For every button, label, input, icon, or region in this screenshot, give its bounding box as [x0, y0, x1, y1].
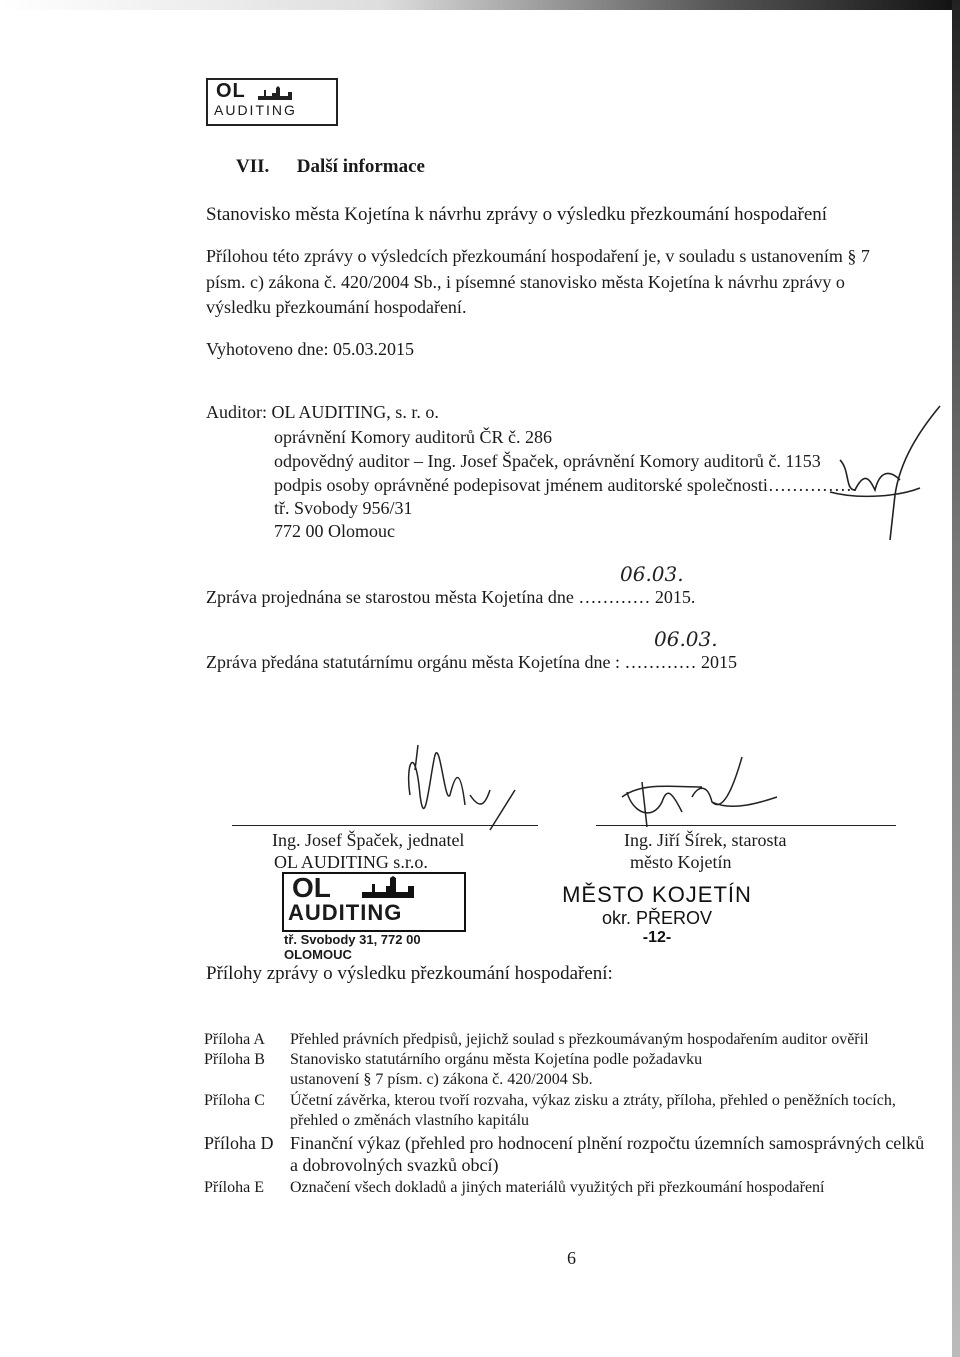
annex-text: Účetní závěrka, kterou tvoří rozvaha, výkaz zisku a ztráty, příloha, přehled o peněžních tocích, přehled o změnách vlastního kapitálu: [290, 1092, 896, 1129]
annex-item: [204, 1178, 930, 1198]
auditor-line6: 772 00 Olomouc: [274, 521, 395, 541]
annex-label: Příloha B: [204, 1051, 265, 1068]
town-stamp-line1: MĚSTO KOJETÍN: [562, 882, 752, 907]
right-signatory-org: město Kojetín: [630, 852, 732, 872]
page-number: 6: [567, 1248, 576, 1268]
annex-item: [204, 1050, 760, 1090]
statement-title: Stanovisko města Kojetína k návrhu zprávy o výsledku přezkoumání hospodaření: [206, 204, 828, 225]
para-line1: Přílohou této zprávy o výsledcích přezkoumání hospodaření je, v souladu s ustanovením § 7: [206, 246, 870, 266]
town-stamp: [542, 882, 772, 962]
delivered-line: Zpráva předána statutárnímu orgánu města Kojetína dne : ………… 2015: [206, 652, 738, 672]
annex-item: [204, 1091, 920, 1131]
auditor-line4: podpis osoby oprávněné podepisovat jménem auditorské společnosti……………: [274, 475, 858, 495]
left-signatory-org: OL AUDITING s.r.o.: [274, 852, 428, 872]
scan-edge-top: [0, 0, 960, 10]
discussed-line: Zpráva projednána se starostou města Kojetína dne ………… 2015.: [206, 587, 696, 607]
auditor-line1: Auditor: OL AUDITING, s. r. o.: [206, 402, 439, 422]
annex-item: [204, 1132, 930, 1176]
left-signatory-name: Ing. Josef Špaček, jednatel: [272, 830, 465, 850]
para-line3: výsledku přezkoumání hospodaření.: [206, 297, 467, 317]
town-stamp-line3: -12-: [642, 929, 672, 946]
prepared-date: Vyhotoveno dne: 05.03.2015: [206, 339, 414, 359]
annex-label: Příloha D: [204, 1133, 274, 1153]
annex-title: Přílohy zprávy o výsledku přezkoumání hospodaření:: [206, 963, 613, 984]
annex-item: [204, 1030, 930, 1050]
annex-text: Přehled právních předpisů, jejichž soulad s přezkoumávaným hospodařením auditor ověřil: [290, 1031, 869, 1048]
logo-line1: OL: [216, 80, 246, 102]
annex-label: Příloha C: [204, 1092, 265, 1109]
discussed-hand-date: 06.03.: [620, 562, 684, 586]
auditor-stamp-address: tř. Svobody 31, 772 00 OLOMOUC: [284, 932, 421, 962]
section-title: Další informace: [296, 156, 425, 177]
scan-edge-right: [952, 0, 960, 1357]
annex-text: Finanční výkaz (přehled pro hodnocení plnění rozpočtu územních samosprávných celků a dobrovolných svazků obcí): [290, 1133, 925, 1175]
auditor-line3: odpovědný auditor – Ing. Josef Špaček, oprávnění Komory auditorů č. 1153: [274, 451, 821, 471]
auditor-line5: tř. Svobody 956/31: [274, 498, 413, 518]
para-line2: písm. c) zákona č. 420/2004 Sb., i písemné stanovisko města Kojetína k návrhu zprávy o: [206, 272, 845, 292]
ol-auditing-logo: [206, 78, 338, 126]
city-skyline-icon: [258, 86, 298, 100]
section-heading: [236, 156, 425, 178]
auditor-signature-scribble: [800, 400, 950, 550]
town-stamp-line2: okr. PŘEROV: [601, 908, 713, 928]
auditor-stamp: [282, 872, 470, 962]
annex-text: Stanovisko statutárního orgánu města Kojetína podle požadavku ustanovení § 7 písm. c) zákona č. 420/2004 Sb.: [290, 1051, 703, 1088]
stamp-skyline-icon: [362, 876, 422, 898]
delivered-hand-date: 06.03.: [654, 627, 718, 651]
right-signatory-name: Ing. Jiří Šírek, starosta: [624, 830, 787, 850]
annex-text: Označení všech dokladů a jiných materiálů využitých při přezkoumání hospodaření: [290, 1179, 825, 1196]
auditor-stamp-line2: AUDITING: [288, 900, 403, 925]
annex-label: Příloha E: [204, 1179, 264, 1196]
auditor-line2: oprávnění Komory auditorů ČR č. 286: [274, 427, 552, 447]
section-number: VII.: [236, 156, 270, 177]
auditor-stamp-line1: OL: [292, 872, 331, 903]
logo-line2: AUDITING: [214, 102, 297, 118]
annex-label: Příloha A: [204, 1031, 265, 1048]
